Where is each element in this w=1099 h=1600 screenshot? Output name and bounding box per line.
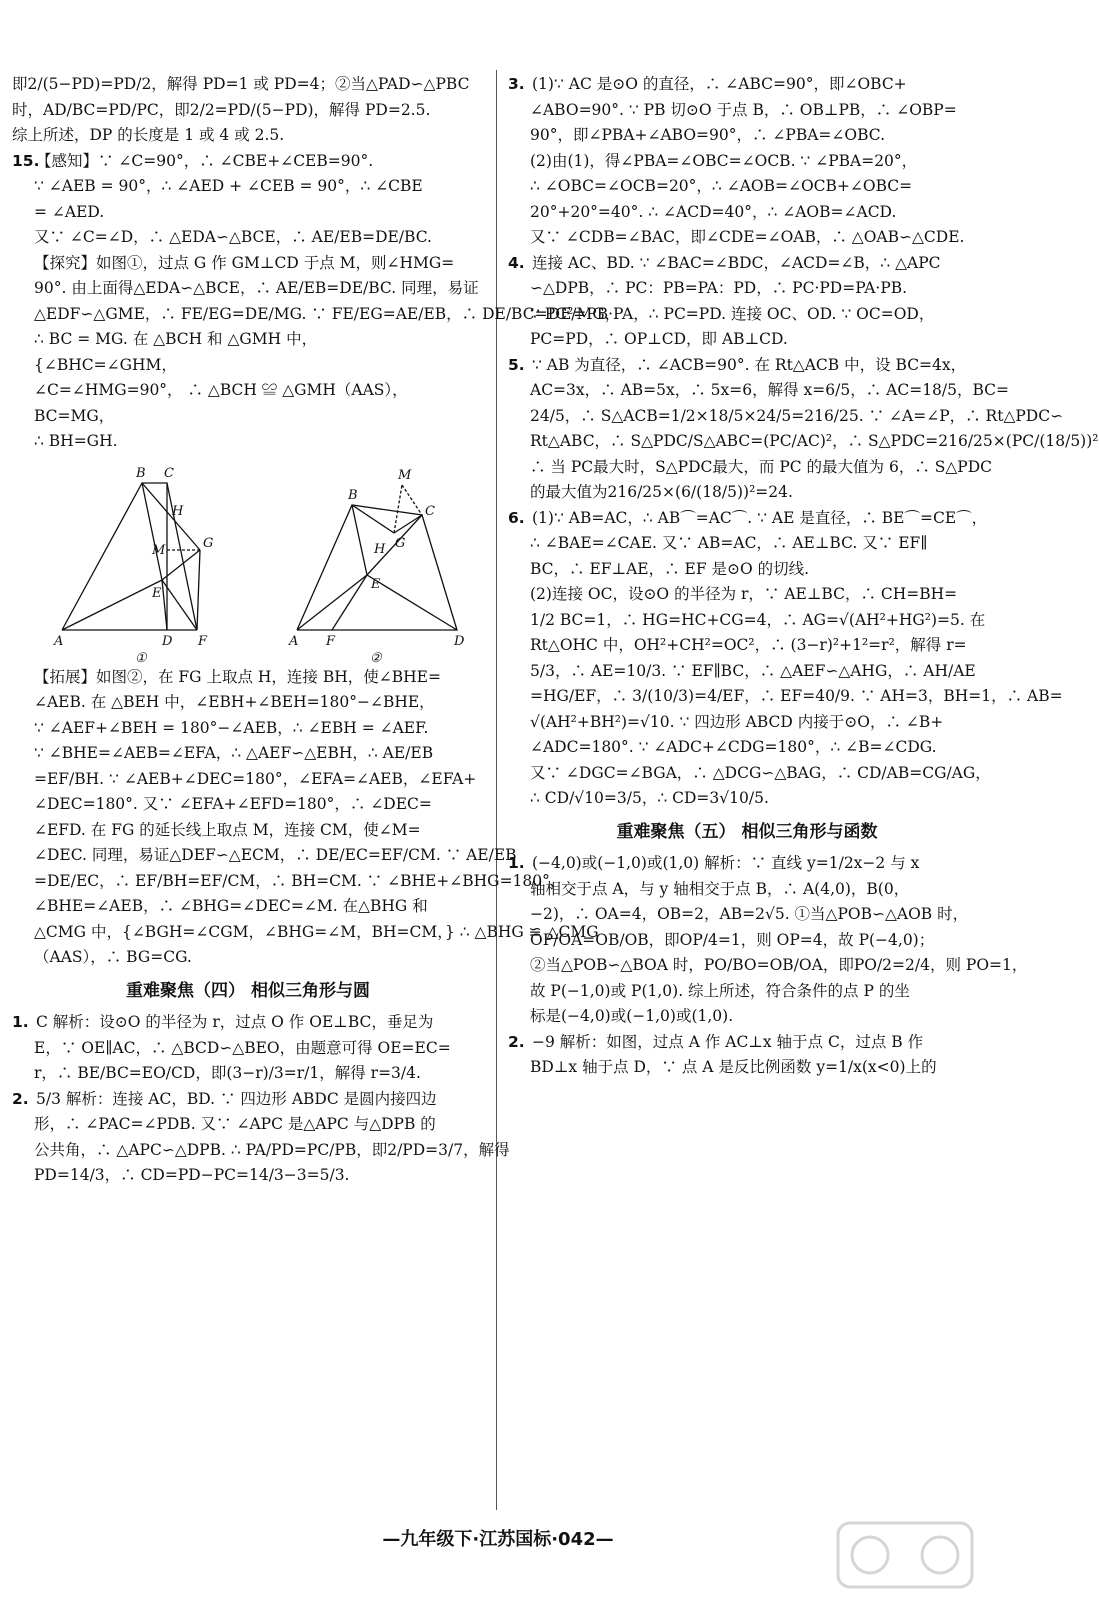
line: {∠BHC=∠GHM， [34, 355, 177, 374]
line: ∠EFD. 在 FG 的延长线上取点 M，连接 CM，使∠M= [34, 820, 421, 839]
line: 【感知】∵ ∠C=90°，∴ ∠CBE+∠CEB=90°. [36, 151, 374, 170]
fig2-label-e: E [371, 576, 381, 592]
line: 故 P(−1,0)或 P(1,0). 综上所述，符合条件的点 P 的坐 [530, 981, 910, 1000]
fig2-label-g: G [395, 535, 406, 551]
problem-number: 3. [508, 75, 525, 93]
line: 1/2 BC=1，∴ HG=HC+CG=4，∴ AG=√(AH²+HG²)=5. 在 [530, 610, 986, 629]
line: 20°+20°=40°. ∴ ∠ACD=40°，∴ ∠AOB=∠ACD. [530, 202, 897, 221]
line: ∴ BH=GH. [34, 432, 118, 450]
fig1-label-c: C [164, 465, 174, 481]
problem-number: 2. [508, 1032, 525, 1051]
fig1-label-a: A [54, 633, 64, 649]
line: 的最大值为216/25×(6/(18/5))²=24. [530, 483, 793, 501]
problem-number: 15. [12, 151, 40, 170]
line: ∵ AB 为直径，∴ ∠ACB=90°. 在 Rt△ACB 中，设 BC=4x， [532, 355, 967, 374]
line: 时，AD/BC=PD/PC，即2/2=PD/(5−PD)，解得 PD=2.5. [12, 100, 431, 119]
line: ∴ 当 PC最大时，S△PDC最大，而 PC 的最大值为 6，∴ S△PDC [530, 457, 993, 476]
line: r，∴ BE/BC=EO/CD，即(3−r)/3=r/1，解得 r=3/4. [34, 1064, 421, 1082]
fig2-label-m: M [398, 467, 412, 483]
line: 90°，即∠PBA+∠ABO=90°，∴ ∠PBA=∠OBC. [530, 126, 886, 144]
line: 连接 AC、BD. ∵ ∠BAC=∠BDC，∠ACD=∠B，∴ △APC [532, 253, 941, 272]
line: (1)∵ AC 是⊙O 的直径，∴ ∠ABC=90°，即∠OBC+ [532, 75, 907, 93]
section-heading-4: 重难聚焦（四） 相似三角形与圆 [126, 980, 370, 1001]
line: 【拓展】如图②，在 FG 上取点 H，连接 BH，使∠BHE= [34, 667, 441, 686]
line: ∠ABO=90°. ∵ PB 切⊙O 于点 B，∴ OB⊥PB，∴ ∠OBP= [530, 100, 957, 119]
line: 综上所述，DP 的长度是 1 或 4 或 2.5. [12, 126, 285, 144]
line: ∴ BC = MG. 在 △BCH 和 △GMH 中， [34, 330, 318, 348]
line: 又∵ ∠C=∠D，∴ △EDA∽△BCE，∴ AE/EB=DE/BC. [34, 228, 432, 246]
fig2-label-a: A [289, 633, 299, 649]
fig2-caption: ② [370, 650, 382, 666]
problem-number: 2. [12, 1089, 29, 1108]
line: ∠DEC=180°. 又∵ ∠EFA+∠EFD=180°，∴ ∠DEC= [34, 795, 432, 813]
line: =DE/EC，∴ EF/BH=EF/CM，∴ BH=CM. ∵ ∠BHE+∠BHG=180°， [34, 871, 566, 890]
line: 轴相交于点 A，与 y 轴相交于点 B，∴ A(4,0)，B(0， [530, 879, 910, 898]
line: ∠C=∠HMG=90°， ∴ △BCH ≌ △GMH（AAS）， [34, 381, 408, 399]
problem-first-line [508, 72, 986, 98]
section-heading-5: 重难聚焦（五） 相似三角形与函数 [616, 821, 878, 842]
line: C 解析：设⊙O 的半径为 r，过点 O 作 OE⊥BC，垂足为 [36, 1013, 434, 1031]
line: (1)∵ AB=AC，∴ AB⌒=AC⌒. ∵ AE 是直径，∴ BE⌒=CE⌒， [532, 508, 988, 527]
line: (−4,0)或(−1,0)或(1,0) 解析：∵ 直线 y=1/2x−2 与 x [532, 854, 920, 872]
fig2-label-d: D [454, 633, 465, 649]
page-footer: —九年级下·江苏国标·042— [382, 1529, 614, 1550]
problem-number: 6. [508, 508, 525, 527]
problem-number: 1. [508, 854, 525, 872]
line: −9 解析：如图，过点 A 作 AC⊥x 轴于点 C，过点 B 作 [532, 1032, 924, 1051]
line: ∵ ∠AEB = 90°，∴ ∠AED + ∠CEB = 90°，∴ ∠CBE [34, 177, 423, 195]
left-column [12, 72, 621, 1189]
fig1-caption: ① [135, 650, 147, 666]
line: 形，∴ ∠PAC=∠PDB. 又∵ ∠APC 是△APC 与△DPB 的 [34, 1115, 436, 1133]
line: △EDF∽△GME，∴ FE/EG=DE/MG. ∵ FE/EG=AE/EB，∴ DE/BC=DE/MG， [34, 304, 621, 323]
problem-number: 4. [508, 253, 525, 272]
line: Rt△OHC 中，OH²+CH²=OC²，∴ (3−r)²+1²=r²，解得 r= [530, 636, 967, 654]
problem-first-line [12, 1010, 484, 1036]
line: 即2/(5−PD)=PD/2，解得 PD=1 或 PD=4；②当△PAD∽△PBC [12, 75, 470, 93]
line: ∽△DPB，∴ PC：PB=PA：PD，∴ PC·PD=PA·PB. [530, 279, 908, 297]
fig1-label-d: D [162, 633, 173, 649]
line: PD=14/3，∴ CD=PD−PC=14/3−3=5/3. [34, 1166, 350, 1184]
figure-1-2-svg [12, 455, 484, 665]
line: △CMG 中，{∠BGH=∠CGM，∠BHG=∠M，BH=CM，} ∴ △BHG ≌ △CMG [34, 922, 599, 941]
line: 标是(−4,0)或(−1,0)或(1,0). [530, 1007, 734, 1025]
line: ∠ADC=180°. ∵ ∠ADC+∠CDG=180°，∴ ∠B=∠CDG. [530, 738, 937, 756]
line: ∵ ∠BHE=∠AEB=∠EFA，∴ △AEF∽△EBH，∴ AE/EB [34, 744, 434, 762]
line: 24/5，∴ S△ACB=1/2×18/5×24/5=216/25. ∵ ∠A=∠P，∴ Rt△PDC∽ [530, 406, 1064, 425]
problem-number: 1. [12, 1013, 29, 1031]
problem-first-line [508, 506, 986, 532]
problem-15-first-line [12, 149, 484, 175]
line: (2)连接 OC，设⊙O 的半径为 r，∵ AE⊥BC，∴ CH=BH= [530, 585, 958, 603]
line: −2)，∴ OA=4，OB=2，AB=2√5. ①当△POB∽△AOB 时， [530, 905, 969, 923]
fig2-label-h: H [374, 541, 386, 557]
line: ∠BHE=∠AEB，∴ ∠BHG=∠DEC=∠M. 在△BHG 和 [34, 897, 428, 915]
line: BD⊥x 轴于点 D，∵ 点 A 是反比例函数 y=1/x(x<0)上的 [530, 1058, 937, 1076]
line: OP/OA=OB/OB，即OP/4=1，则 OP=4，故 P(−4,0)； [530, 930, 935, 949]
line: ∵ PC²=PB·PA，∴ PC=PD. 连接 OC、OD. ∵ OC=OD， [530, 304, 935, 323]
fig2-label-b: B [348, 487, 358, 503]
line: AC=3x，∴ AB=5x，∴ 5x=6，解得 x=6/5，∴ AC=18/5，BC= [530, 381, 1010, 399]
line: BC=MG， [34, 406, 115, 425]
line: ∠DEC. 同理，易证△DEF∽△ECM，∴ DE/EC=EF/CM. ∵ AE/EB [34, 846, 517, 864]
line: 公共角，∴ △APC∽△DPB. ∴ PA/PD=PC/PB，即2/PD=3/7，解得 [34, 1140, 510, 1159]
line: (2)由(1)，得∠PBA=∠OBC=∠OCB. ∵ ∠PBA=20°， [530, 151, 918, 170]
fig2-label-c: C [425, 503, 435, 519]
line: PC=PD，∴ OP⊥CD，即 AB⊥CD. [530, 330, 788, 348]
line: 5/3，∴ AE=10/3. ∵ EF∥BC，∴ △AEF∽△AHG，∴ AH/AE [530, 661, 976, 680]
line: =HG/EF，∴ 3/(10/3)=4/EF，∴ EF=40/9. ∵ AH=3，BH=1，∴ AB= [530, 687, 1063, 705]
line: ∴ CD/√10=3/5，∴ CD=3√10/5. [530, 789, 769, 807]
problem-first-line [12, 1087, 484, 1113]
fig1-label-f: F [198, 633, 208, 649]
line: = ∠AED. [34, 202, 105, 221]
line: ∴ ∠OBC=∠OCB=20°，∴ ∠AOB=∠OCB+∠OBC= [530, 177, 913, 195]
problem-first-line [508, 851, 986, 877]
fig1-label-h: H [172, 503, 184, 519]
line: 90°. 由上面得△EDA∽△BCE，∴ AE/EB=DE/BC. 同理，易证 [34, 279, 479, 297]
line: BC，∴ EF⊥AE，∴ EF 是⊙O 的切线. [530, 559, 810, 578]
problem-first-line [508, 353, 986, 379]
right-column [508, 72, 1099, 1081]
line: ∵ ∠AEF+∠BEH = 180°−∠AEB，∴ ∠EBH = ∠AEF. [34, 718, 429, 737]
line: 又∵ ∠DGC=∠BGA，∴ △DCG∽△BAG，∴ CD/AB=CG/AG， [530, 763, 991, 782]
line: 【探究】如图①，过点 G 作 GM⊥CD 于点 M，则∠HMG= [34, 253, 455, 272]
fig1-label-e: E [152, 585, 162, 601]
column-divider [496, 70, 497, 1510]
line: E，∵ OE∥AC，∴ △BCD∽△BEO，由题意可得 OE=EC= [34, 1038, 451, 1057]
problem-first-line [508, 251, 986, 277]
problem-number: 5. [508, 355, 525, 374]
problem-first-line [508, 1030, 986, 1056]
line: ∴ ∠BAE=∠CAE. 又∵ AB=AC，∴ AE⊥BC. 又∵ EF∥ [530, 534, 928, 552]
line: ∠AEB. 在 △BEH 中，∠EBH+∠BEH=180°−∠BHE， [34, 693, 435, 711]
watermark-logo-icon [830, 1515, 980, 1595]
fig1-label-m: M [152, 542, 166, 558]
fig1-label-g: G [203, 535, 214, 551]
geometry-figures [12, 455, 484, 665]
line: Rt△ABC，∴ S△PDC/S△ABC=(PC/AC)²，∴ S△PDC=216/25×(PC/(18/5))² [530, 432, 1099, 450]
line: √(AH²+BH²)=√10. ∵ 四边形 ABCD 内接于⊙O，∴ ∠B+ [530, 712, 944, 731]
line: ②当△POB∽△BOA 时，PO/BO=OB/OA，即PO/2=2/4，则 PO=1， [530, 956, 1028, 974]
fig2-label-f: F [326, 633, 336, 649]
line: （AAS），∴ BG=CG. [34, 948, 192, 966]
fig1-label-b: B [136, 465, 146, 481]
line: =EF/BH. ∵ ∠AEB+∠DEC=180°，∠EFA=∠AEB，∠EFA+ [34, 769, 477, 788]
line: 又∵ ∠CDB=∠BAC，即∠CDE=∠OAB，∴ △OAB∽△CDE. [530, 228, 965, 246]
line: 5/3 解析：连接 AC，BD. ∵ 四边形 ABDC 是圆内接四边 [36, 1089, 437, 1108]
